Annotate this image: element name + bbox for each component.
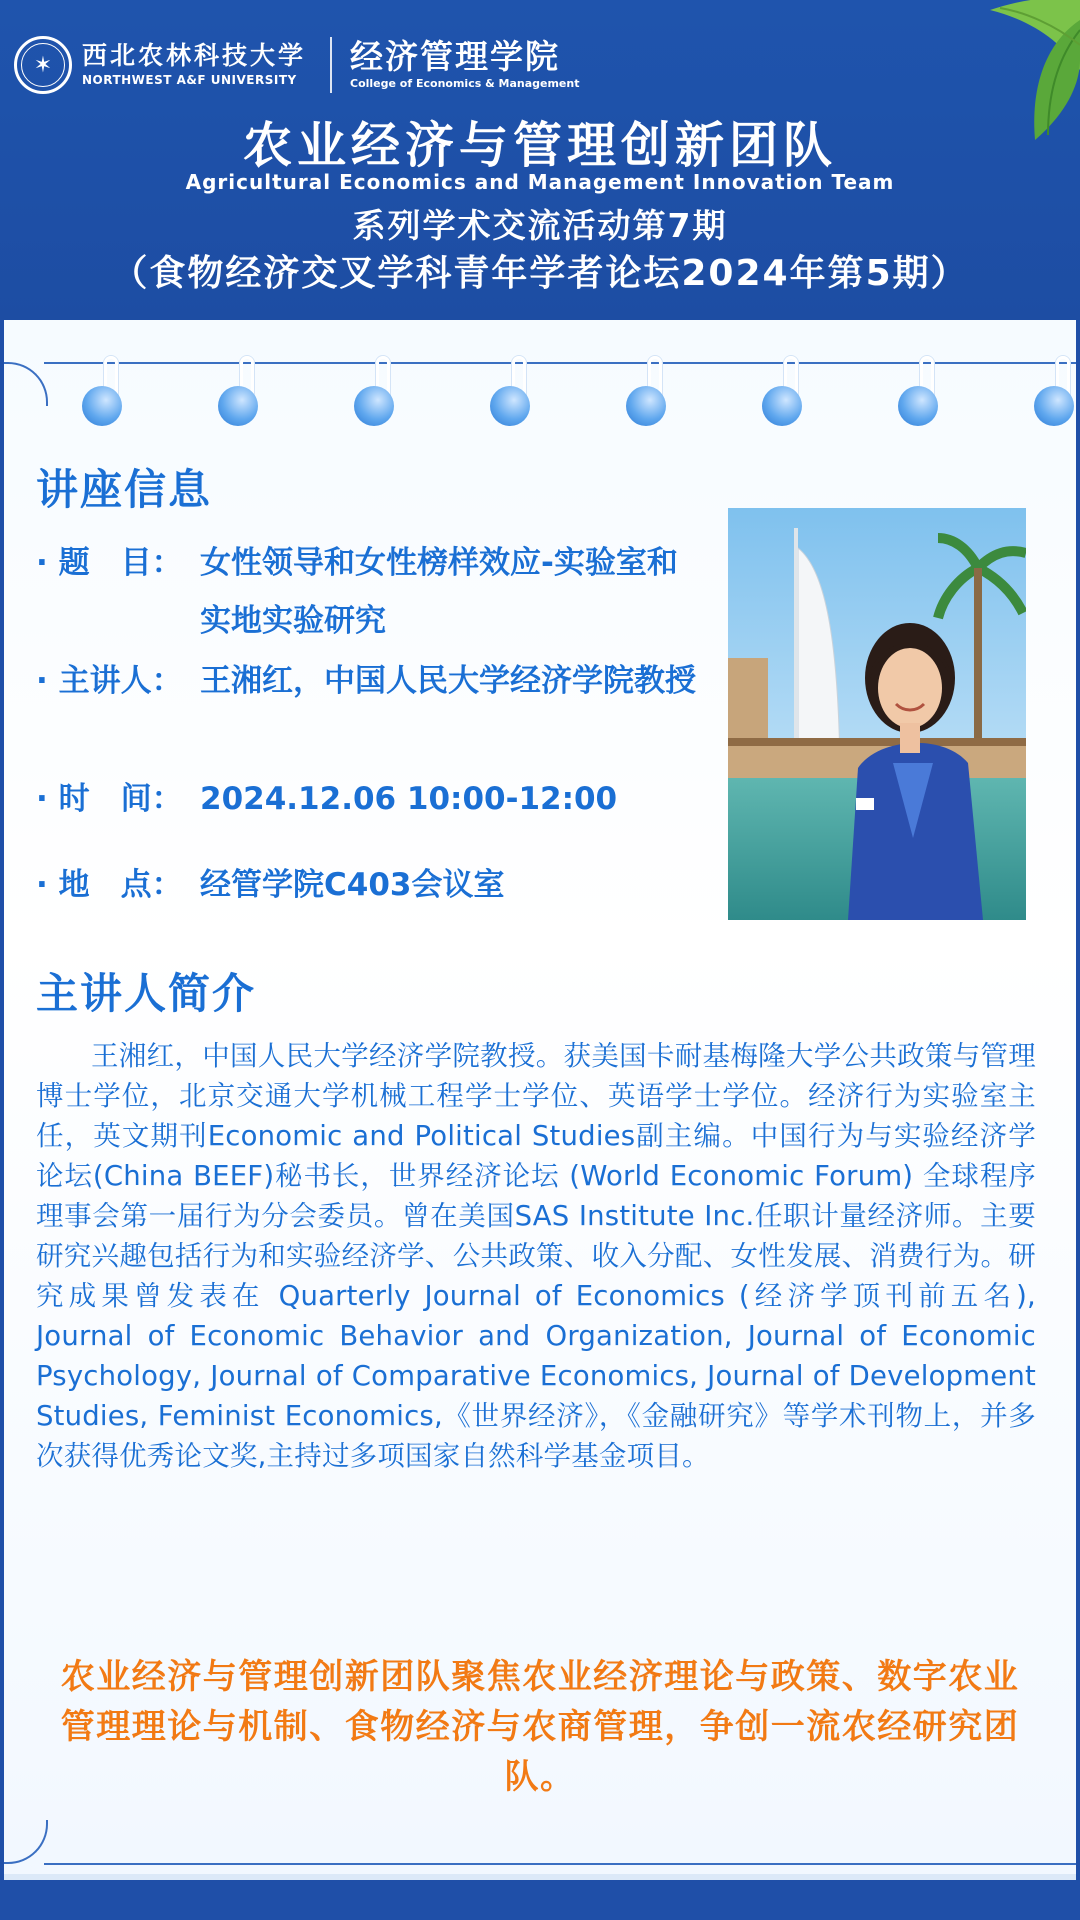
info-value: 王湘红，中国人民大学经济学院教授 (200, 663, 696, 699)
binder-ring-icon (218, 368, 258, 426)
binder-ring-icon (82, 368, 122, 426)
speaker-photo (728, 508, 1026, 920)
university-name-cn: 西北农林科技大学 (82, 41, 307, 70)
logo-row (14, 34, 580, 96)
forum-title: （食物经济交叉学科青年学者论坛2024年第5期） (111, 253, 969, 294)
info-label: · 时 间： (36, 781, 183, 817)
college-name-cn: 经济管理学院 (350, 37, 561, 76)
binder-ring-icon (762, 368, 802, 426)
university-name-en: NORTHWEST A&F UNIVERSITY (82, 73, 297, 87)
binder-ring-icon (490, 368, 530, 426)
college-name (350, 38, 579, 92)
info-label: · 题 目： (36, 545, 183, 581)
info-value: 经管学院C403会议室 (200, 867, 505, 903)
binder-ring-icon (1034, 368, 1074, 426)
info-value: 女性领导和女性榜样效应-实验室和实地实验研究 (200, 545, 678, 639)
header (0, 0, 1080, 320)
binder-ring-icon (898, 368, 938, 426)
logo-divider (330, 37, 332, 93)
binder-ring-icon (354, 368, 394, 426)
frame-bottom-line (44, 1863, 1076, 1865)
info-row-topic (36, 534, 696, 650)
frame-corner (4, 1820, 48, 1864)
info-label: · 主讲人： (36, 663, 183, 699)
info-label: · 地 点： (36, 867, 183, 903)
university-name (82, 41, 306, 89)
binder-rings (4, 360, 1076, 440)
info-value: 2024.12.06 10:00-12:00 (200, 781, 618, 817)
college-name-en: College of Economics & Management (350, 77, 580, 90)
university-seal-icon: ✶ (14, 36, 72, 94)
lecture-info-title: 讲座信息 (36, 465, 213, 514)
info-row-speaker (36, 652, 696, 710)
team-title-en: Agricultural Economics and Management Innovation Team (185, 170, 895, 194)
speaker-intro-title: 主讲人简介 (36, 969, 257, 1018)
info-row-time (36, 770, 696, 828)
info-row-location (36, 856, 696, 914)
series-title: 系列学术交流活动第7期 (352, 206, 728, 245)
team-title-cn: 农业经济与管理创新团队 (242, 117, 837, 174)
binder-ring-icon (626, 368, 666, 426)
speaker-bio: 王湘红，中国人民大学经济学院教授。获美国卡耐基梅隆大学公共政策与管理博士学位，北京交通大学机械工程学士学位、英语学士学位。经济行为实验室主任，英文期刊Economic and Political Studies副主编。中国行为与实验经济学论坛(China BEEF)秘书长，世界经济论坛 (World Economic Forum) 全球程序理事会第一届行为分会委员。曾在美国SAS Institute Inc.任职计量经济师。主要研究兴趣包括行为和实验经济学、公共政策、收入分配、女性发展、消费行为。研究成果曾发表在 Quarterly Journal of Economics (经济学顶刊前五名), Journal of Economic Behavior and Organization, Journal of Economic Psychology, Journal of Comparative Economics, Journal of Development Studies, Feminist Economics,《世界经济》，《金融研究》等学术刊物上，并多次获得优秀论文奖,主持过多项国家自然科学基金项目。 (36, 1040, 1036, 1472)
team-slogan: 农业经济与管理创新团队聚焦农业经济理论与政策、数字农业管理理论与机制、食物经济与农商管理，争创一流农经研究团队。 (60, 1657, 1020, 1797)
